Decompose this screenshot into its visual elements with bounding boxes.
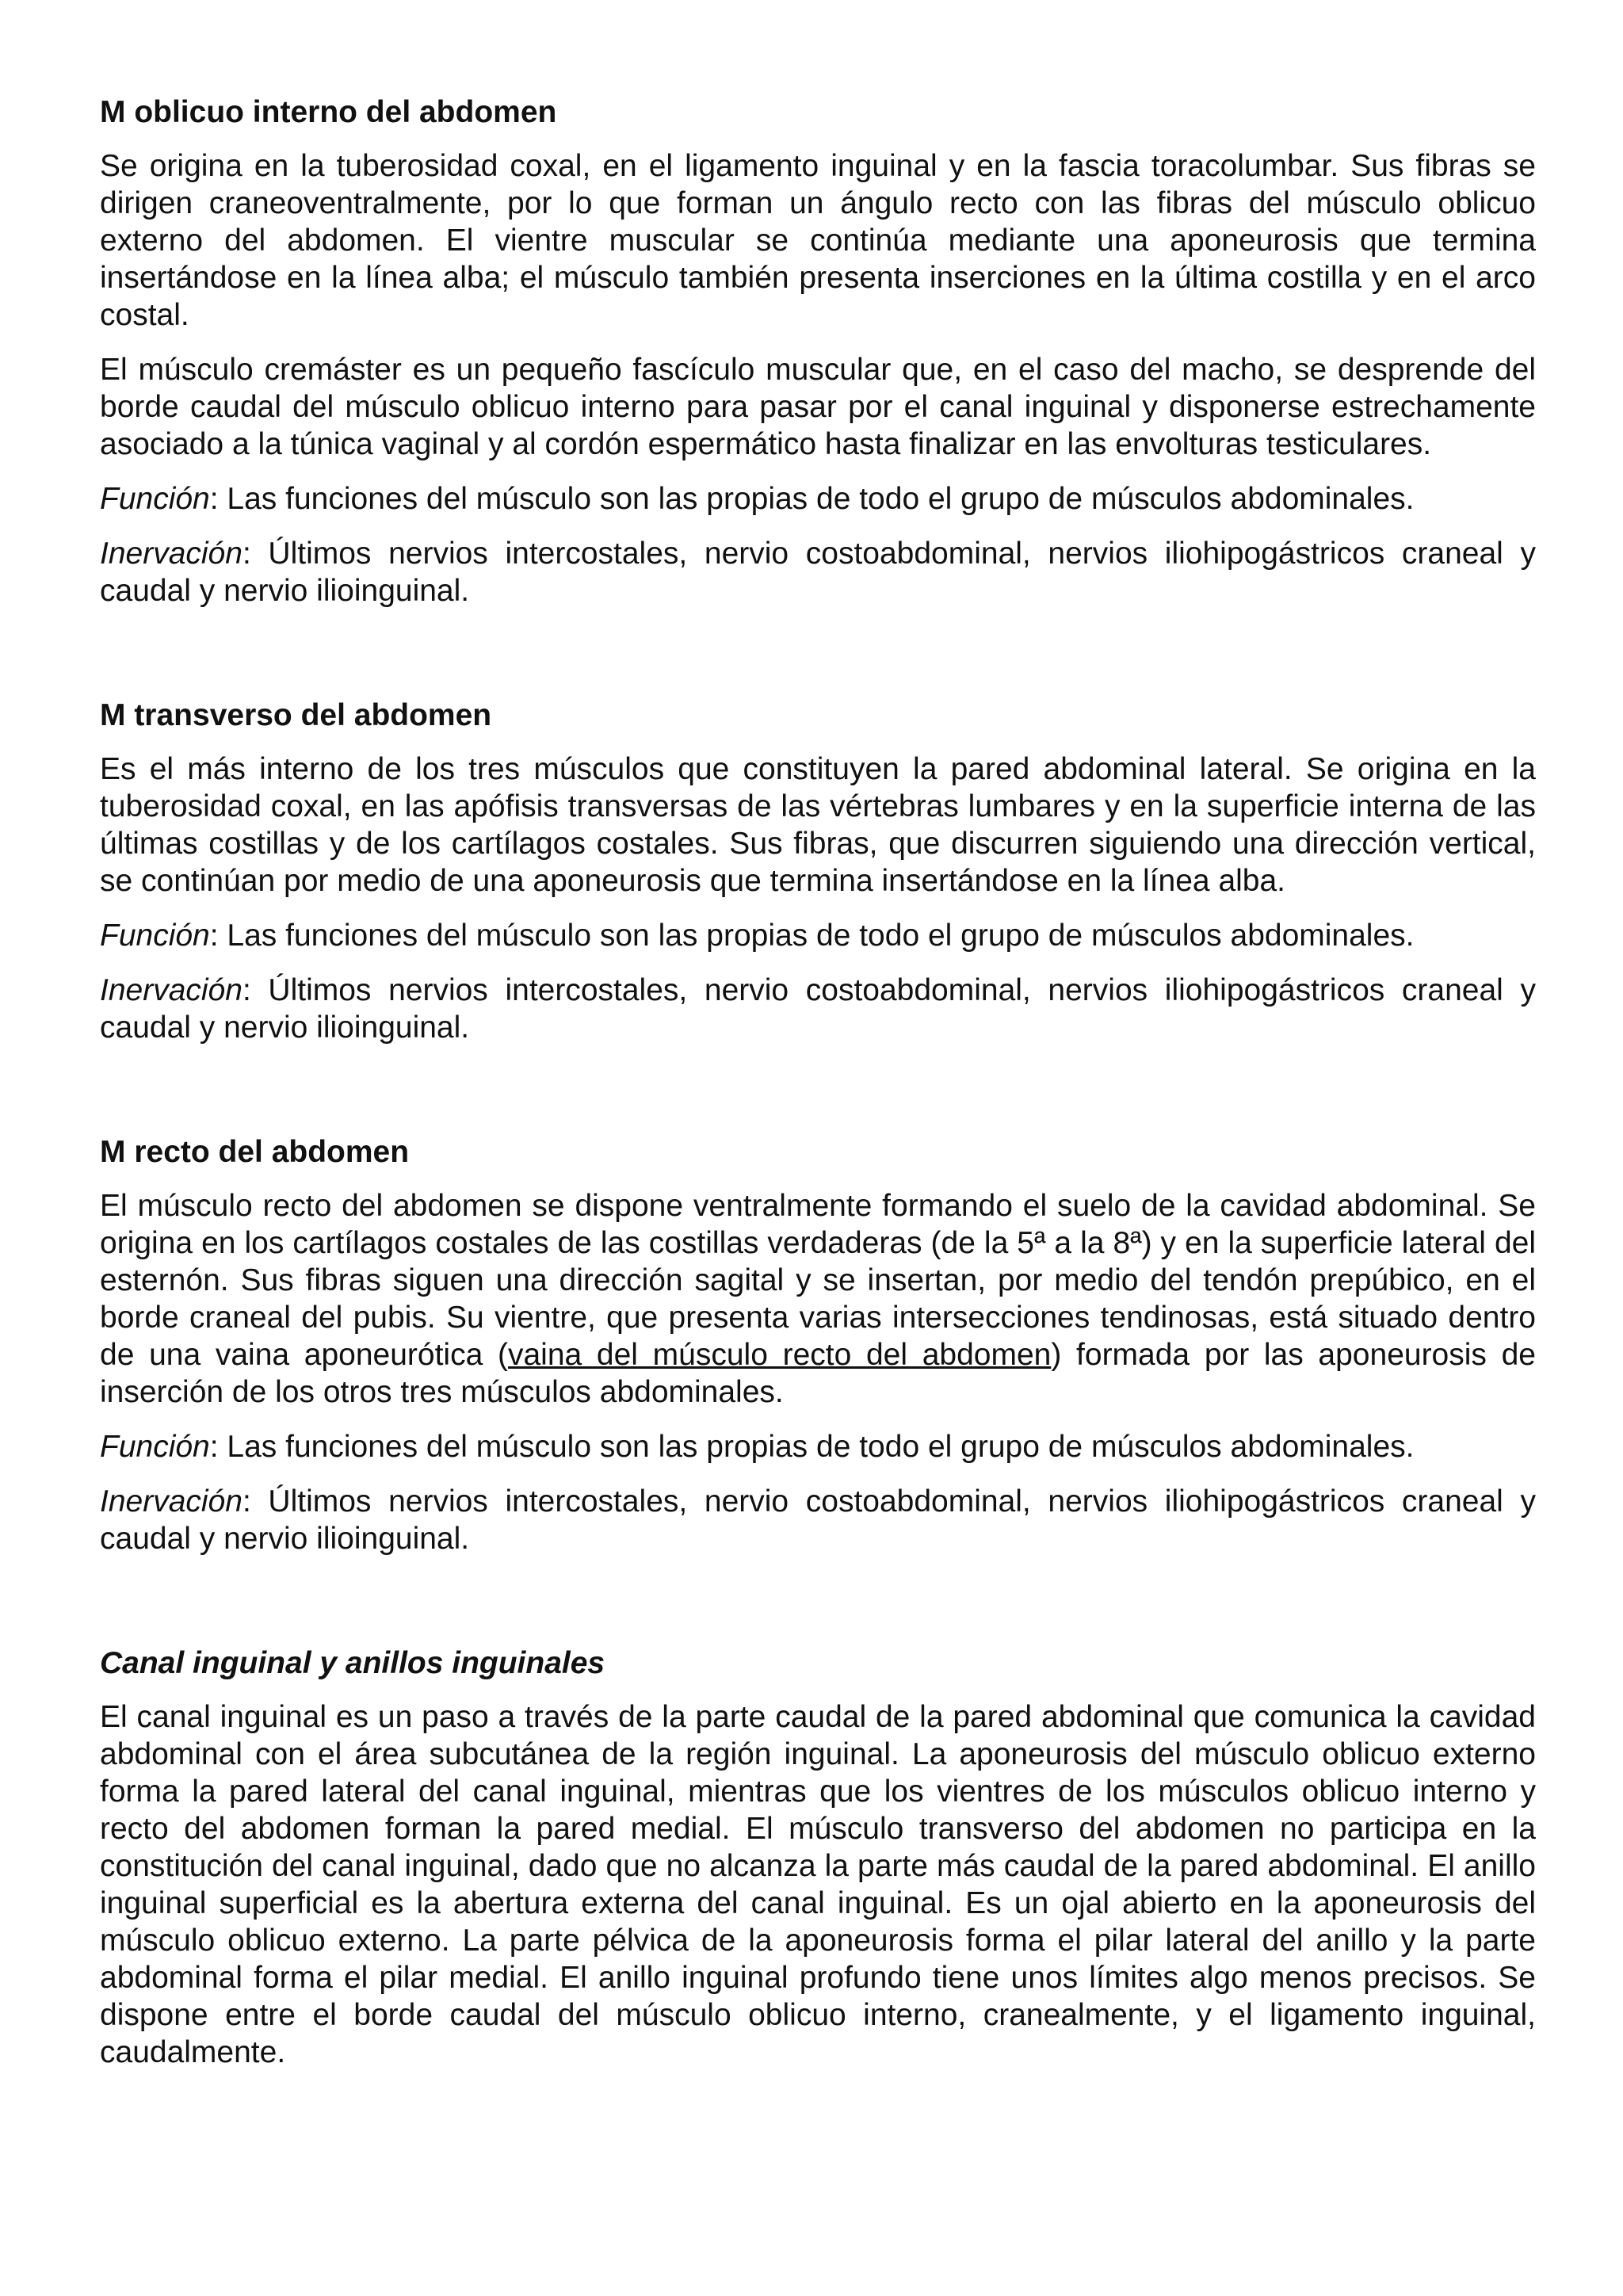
inervacion-text: : Últimos nervios intercostales, nervio costoabdominal, nervios iliohipogástricos craneal y caudal y nervio ilioinguinal.	[100, 1484, 1536, 1556]
paragraph: El músculo cremáster es un pequeño fascículo muscular que, en el caso del macho, se desprende del borde caudal del músculo oblicuo interno para pasar por el canal inguinal y disponerse estrechamente asociado a la túnica vaginal y al cordón espermático hasta finalizar en las envolturas testiculares.	[100, 353, 1536, 461]
section-recto	[100, 1133, 1536, 1557]
funcion-label: Función	[100, 919, 210, 953]
funcion-label: Función	[100, 1430, 210, 1464]
paragraph-text: ) formada por las aponeurosis de inserción de los otros tres músculos abdominales.	[100, 1338, 1536, 1409]
inervacion-text: : Últimos nervios intercostales, nervio costoabdominal, nervios iliohipogástricos craneal y caudal y nervio ilioinguinal.	[100, 973, 1536, 1045]
section-gap	[100, 627, 1536, 697]
inervacion-text: : Últimos nervios intercostales, nervio costoabdominal, nervios iliohipogástricos craneal y caudal y nervio ilioinguinal.	[100, 537, 1536, 608]
paragraph: Es el más interno de los tres músculos que constituyen la pared abdominal lateral. Se origina en la tuberosidad coxal, en las apófisis transversas de las vértebras lumbares y en la superficie interna de las últimas costillas y de los cartílagos costales. Sus fibras, que discurren siguiendo una dirección vertical, se continúan por medio de una aponeurosis que termina insertándose en la línea alba.	[100, 752, 1536, 898]
funcion-text: : Las funciones del músculo son las propias de todo el grupo de músculos abdominales.	[209, 919, 1415, 953]
inervacion-paragraph	[100, 972, 1536, 1046]
vaina-link[interactable]: vaina del músculo recto del abdomen	[507, 1338, 1052, 1372]
document-page	[100, 94, 1536, 2088]
section-heading: M recto del abdomen	[100, 1135, 410, 1169]
section-gap	[100, 1064, 1536, 1133]
section-gap	[100, 1575, 1536, 1645]
funcion-label: Función	[100, 482, 210, 516]
funcion-paragraph	[100, 480, 1536, 518]
funcion-paragraph	[100, 917, 1536, 954]
paragraph	[100, 1187, 1536, 1411]
section-heading: Canal inguinal y anillos inguinales	[100, 1646, 605, 1680]
section-heading: M oblicuo interno del abdomen	[100, 95, 557, 129]
funcion-text: : Las funciones del músculo son las propias de todo el grupo de músculos abdominales.	[209, 482, 1415, 516]
inervacion-paragraph	[100, 1483, 1536, 1557]
funcion-paragraph	[100, 1428, 1536, 1465]
inervacion-label: Inervación	[100, 1484, 242, 1519]
inervacion-paragraph	[100, 535, 1536, 609]
section-transverso	[100, 697, 1536, 1046]
paragraph: Se origina en la tuberosidad coxal, en el ligamento inguinal y en la fascia toracolumbar. Sus fibras se dirigen craneoventralmente, por lo que forman un ángulo recto con las fibras del músculo oblicuo externo del abdomen. El vientre muscular se continúa mediante una aponeurosis que termina insertándose en la línea alba; el músculo también presenta inserciones en la última costilla y en el arco costal.	[100, 149, 1536, 332]
paragraph: El canal inguinal es un paso a través de la parte caudal de la pared abdominal que comunica la cavidad abdominal con el área subcutánea de la región inguinal. La aponeurosis del músculo oblicuo externo forma la pared lateral del canal inguinal, mientras que los vientres de los músculos oblicuo interno y recto del abdomen forman la pared medial. El músculo transverso del abdomen no participa en la constitución del canal inguinal, dado que no alcanza la parte más caudal de la pared abdominal. El anillo inguinal superficial es la abertura externa del canal inguinal. Es un ojal abierto en la aponeurosis del músculo oblicuo externo. La parte pélvica de la aponeurosis forma el pilar lateral del anillo y la parte abdominal forma el pilar medial. El anillo inguinal profundo tiene unos límites algo menos precisos. Se dispone entre el borde caudal del músculo oblicuo interno, cranealmente, y el ligamento inguinal, caudalmente.	[100, 1700, 1536, 2069]
section-heading: M transverso del abdomen	[100, 698, 492, 732]
inervacion-label: Inervación	[100, 973, 242, 1007]
funcion-text: : Las funciones del músculo son las propias de todo el grupo de músculos abdominales.	[209, 1430, 1415, 1464]
paragraph-text: El músculo recto del abdomen se dispone ventralmente formando el suelo de la cavidad abdominal. Se origina en los cartílagos costales de las costillas verdaderas (de la 5ª a la 8ª) y en la superficie lateral del esternón. Sus fibras siguen una dirección sagital y se insertan, por medio del tendón prepúbico, en el borde craneal del pubis. Su vientre, que presenta varias intersecciones tendinosas, está situado dentro de una vaina aponeurótica (	[100, 1189, 1536, 1372]
section-oblicuo-interno	[100, 94, 1536, 609]
section-canal-inguinal	[100, 1645, 1536, 2071]
inervacion-label: Inervación	[100, 537, 242, 571]
